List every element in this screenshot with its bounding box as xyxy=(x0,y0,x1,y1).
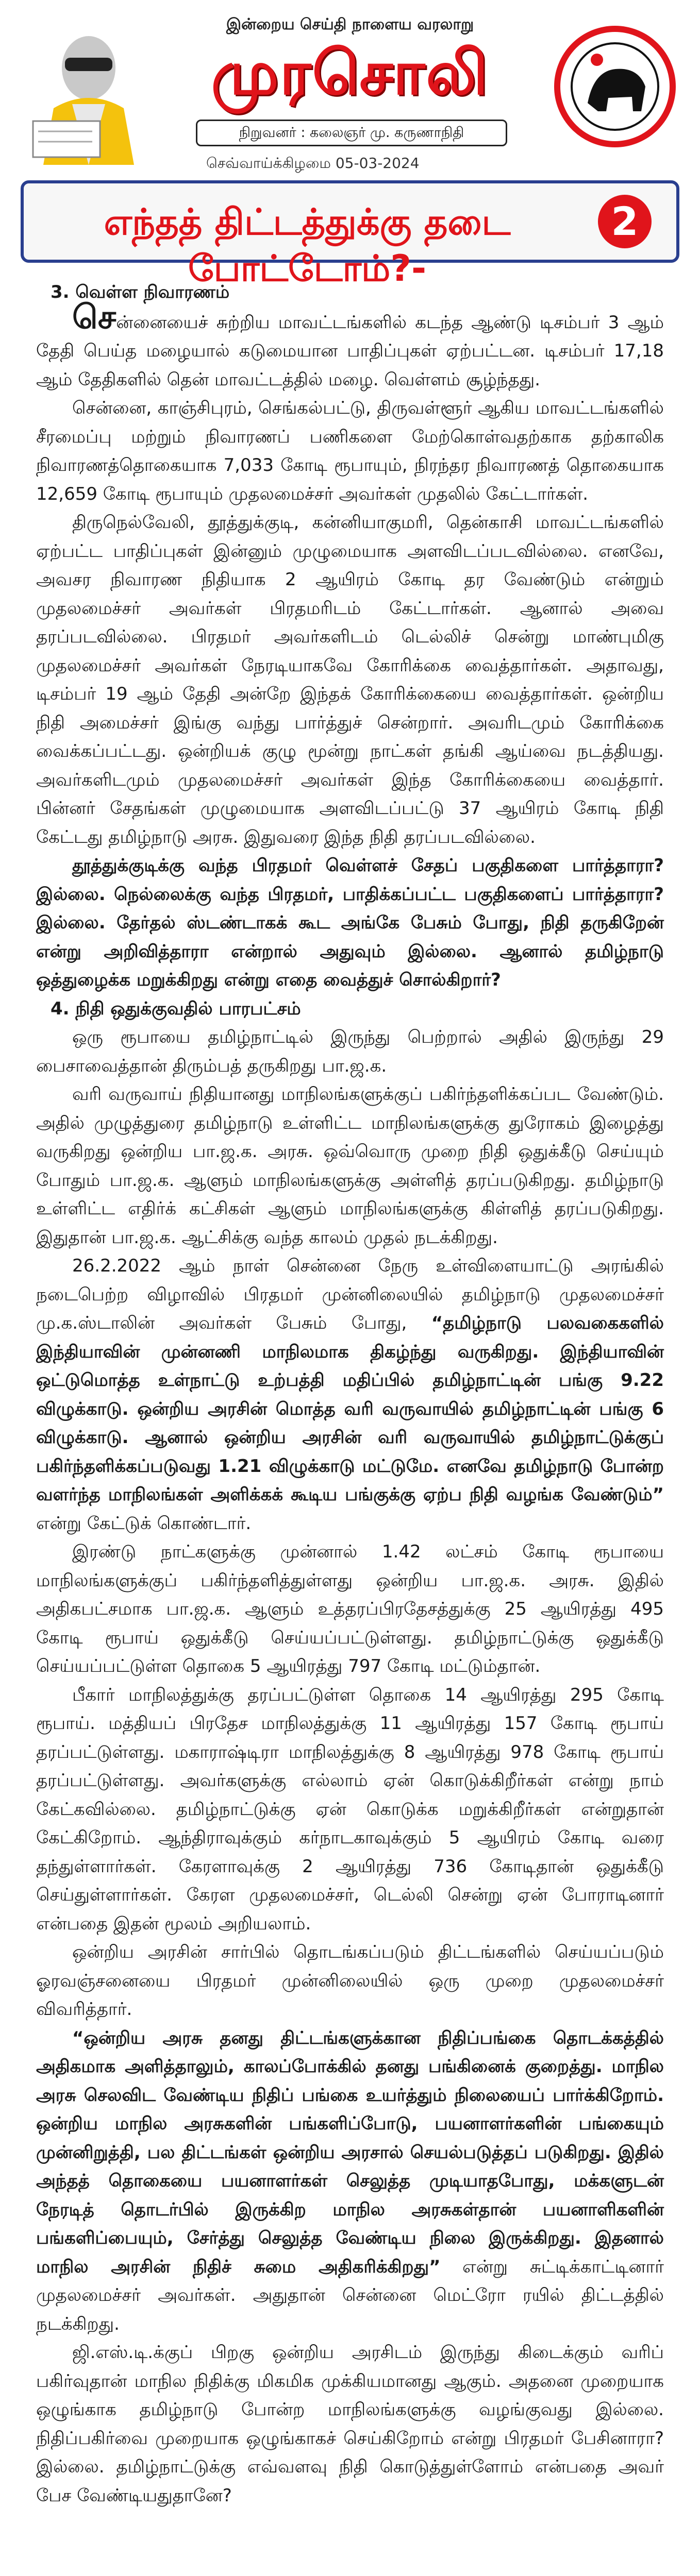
headline-banner xyxy=(21,180,679,290)
issue-date: செவ்வாய்க்கிழமை 05-03-2024 xyxy=(206,155,420,172)
part-number-badge: 2 xyxy=(598,195,652,248)
paragraph xyxy=(36,2024,664,2339)
quote-bold: “தமிழ்நாடு பலவகைகளில் இந்தியாவின் முன்னணி மாநிலமாக திகழ்ந்து வருகிறது. இந்தியாவின் ஒட்டுமொத்த உள்நாட்டு உற்பத்தி மதிப்பில் தமிழ்நாட்டின் பங்கு 9.22 விழுக்காடு. ஒன்றிய அரசின் மொத்த வரி வருவாயில் தமிழ்நாட்டின் பங்கு 6 விழுக்காடு. ஆனால் ஒன்றிய அரசின் வரி வருவாயில் தமிழ்நாட்டுக்குப் பகிர்ந்தளிக்கப்படுவது 1.21 விழுக்காடு மட்டுமே. எனவே தமிழ்நாடு போன்ற வளர்ந்த மாநிலங்கள் அளிக்கக் கூடிய பங்குக்கு ஏற்ப நிதி வழங்க வேண்டும்” xyxy=(36,1313,664,1505)
paragraph: ஒரு ரூபாயை தமிழ்நாட்டில் இருந்து பெற்றால் அதில் இருந்து 29 பைசாவைத்தான் திரும்பத் தருகிறது பா.ஜ.க. xyxy=(36,1027,664,1076)
paragraph-bold-question: தூத்துக்குடிக்கு வந்த பிரதமர் வெள்ளச் சேதப் பகுதிகளை பார்த்தாரா? இல்லை. நெல்லைக்கு வந்த பிரதமர், பாதிக்கப்பட்ட பகுதிகளைப் பார்த்தாரா? இல்லை. தேர்தல் ஸ்டண்டாகக் கூட அங்கே பேசும் போது, நிதி தருகிறேன் என்று அறிவித்தாரா என்றால் அதுவும் இல்லை. ஆனால் தமிழ்நாடு ஒத்துழைக்க மறுக்கிறது என்று எதை வைத்துச் சொல்கிறார்? xyxy=(36,855,664,990)
paragraph: பீகார் மாநிலத்துக்கு தரப்பட்டுள்ள தொகை 14 ஆயிரத்து 295 கோடி ரூபாய். மத்தியப் பிரதேச மாநிலத்துக்கு 11 ஆயிரத்து 157 கோடி ரூபாய் தரப்பட்டுள்ளது. மகாராஷ்டிரா மாநிலத்துக்கு 8 ஆயிரத்து 978 கோடி ரூபாய் தரப்பட்டுள்ளது. அவர்களுக்கு எல்லாம் ஏன் கொடுக்கிறீர்கள் என்று நாம் கேட்கவில்லை. தமிழ்நாட்டுக்கு ஏன் கொடுக்க மறுக்கிறீர்கள் என்றுதான் கேட்கிறோம். ஆந்திராவுக்கும் கர்நாடகாவுக்கும் 5 ஆயிரம் கோடி வரை தந்துள்ளார்கள். கேரளாவுக்கு 2 ஆயிரத்து 736 கோடிதான் ஒதுக்கீடு செய்துள்ளார்கள். கேரள முதலமைச்சர், டெல்லி சென்று ஏன் போராடினார் என்பதை இதன் மூலம் அறியலாம். xyxy=(36,1684,664,1934)
founder-line: நிறுவனர் : கலைஞர் மு. கருணாநிதி xyxy=(196,120,507,146)
section-heading-flood-relief: 3. வெள்ள நிவாரணம் xyxy=(51,282,230,302)
article-body xyxy=(36,278,664,2576)
paragraph: வரி வருவாய் நிதியானது மாநிலங்களுக்குப் பகிர்ந்தளிக்கப்பட வேண்டும். அதில் முழுத்துரை தமிழ்நாடு உள்ளிட்ட மாநிலங்களுக்கு துரோகம் இழைத்து வருகிறது ஒன்றிய பா.ஜ.க. அரசு. ஒவ்வொரு முறை நிதி ஒதுக்கீடு செய்யும் போதும் பா.ஜ.க. ஆளும் மாநிலங்களுக்கு அள்ளித் தரப்படுகிறது. தமிழ்நாடு உள்ளிட்ட எதிர்க் கட்சிகள் ஆளும் மாநிலங்களுக்கு கிள்ளித் தரப்படுகிறது. இதுதான் பா.ஜ.க. ஆட்சிக்கு வந்த காலம் முதல் நடக்கிறது. xyxy=(36,1084,664,1248)
party-emblem xyxy=(551,9,679,164)
headline-title: எந்தத் திட்டத்துக்கு தடை போட்டோம்?- xyxy=(104,201,511,290)
section-heading-fund-allocation: 4. நிதி ஒதுக்குவதில் பாரபட்சம் xyxy=(51,998,301,1019)
paragraph-text: என்று சுட்டிக்காட்டினார் முதலமைச்சர் அவர்கள். அதுதான் சென்னை மெட்ரோ ரயில் திட்டத்தில் நடக்கிறது. xyxy=(36,2256,664,2334)
paragraph: ஒன்றிய அரசின் சார்பில் தொடங்கப்படும் திட்டங்களில் செய்யப்படும் ஓரவஞ்சனையை பிரதமர் முன்னிலையில் ஒரு முறை முதலமைச்சர் விவரித்தார். xyxy=(36,1942,664,2020)
paragraph: சென்னை, காஞ்சிபுரம், செங்கல்பட்டு, திருவள்ளூர் ஆகிய மாவட்டங்களில் சீரமைப்பு மற்றும் நிவாரணப் பணிகளை மேற்கொள்வதற்காக தற்காலிக நிவாரணத்தொகையாக 7,033 கோடி ரூபாயும், நிரந்தர நிவாரணத் தொகையாக 12,659 கோடி ரூபாயும் முதலமைச்சர் அவர்கள் முதலில் கேட்டார்கள். xyxy=(36,398,664,504)
paragraph: திருநெல்வேலி, தூத்துக்குடி, கன்னியாகுமரி, தென்காசி மாவட்டங்களில் ஏற்பட்ட பாதிப்புகள் இன்னும் முழுமையாக அளவிடப்படவில்லை. எனவே, அவசர நிவாரண நிதியாக 2 ஆயிரம் கோடி தர வேண்டும் என்றும் முதலமைச்சர் அவர்கள் பிரதமரிடம் கேட்டார்கள். ஆனால் அவை தரப்படவில்லை. பிரதமர் அவர்களிடம் டெல்லிச் சென்று மாண்புமிகு முதலமைச்சர் அவர்கள் நேரடியாகவே கோரிக்கை வைத்தார்கள். அதாவது, டிசம்பர் 19 ஆம் தேதி அன்றே இந்தக் கோரிக்கையை வைத்தார்கள். ஒன்றிய நிதி அமைச்சர் இங்கு வந்து பார்த்துச் சென்றார். அவரிடமும் கோரிக்கை வைக்கப்பட்டது. ஒன்றியக் குழு மூன்று நாட்கள் தங்கி ஆய்வை நடத்தியது. அவர்களிடமும் முதலமைச்சர் அவர்கள் இந்த கோரிக்கையை வைத்தார். பின்னர் சேதங்கள் முழுமையாக அளவிடப்பட்டு 37 ஆயிரம் கோடி நிதி கேட்டது தமிழ்நாடு அரசு. இதுவரை இந்த நிதி தரப்படவில்லை. xyxy=(36,512,664,848)
quote-bold: “ஒன்றிய அரசு தனது திட்டங்களுக்கான நிதிப்பங்கை தொடக்கத்தில் அதிகமாக அளித்தாலும், காலப்போக்கில் தனது பங்கினைக் குறைத்து. மாநில அரசு செலவிட வேண்டிய நிதிப் பங்கை உயர்த்தும் நிலையைப் பார்க்கிறோம். ஒன்றிய மாநில அரசுகளின் பங்களிப்போடு, பயனாளர்களின் பங்கையும் முன்னிறுத்தி, பல திட்டங்கள் ஒன்றிய அரசால் செயல்படுத்தப் படுகிறது. இதில் அந்தத் தொகையை பயனாளர்கள் செலுத்த முடியாதபோது, மக்களுடன் நேரடித் தொடர்பில் இருக்கிற மாநில அரசுகள்தான் பயனாளிகளின் பங்களிப்பையும், சேர்த்து செலுத்த வேண்டிய நிலை இருக்கிறது. இதனால் மாநில அரசின் நிதிச் சுமை அதிகரிக்கிறது” xyxy=(36,2027,664,2277)
paragraph: ஜி.எஸ்.டி.க்குப் பிறகு ஒன்றிய அரசிடம் இருந்து கிடைக்கும் வரிப் பகிர்வுதான் மாநில நிதிக்கு மிகமிக முக்கியமானது ஆகும். அதனை முறையாக ஒழுங்காக தமிழ்நாடு போன்ற மாநிலங்களுக்கு வழங்குவது இல்லை. நிதிப்பகிர்வை முறையாக ஒழுங்காகச் செய்கிறோம் என்று பிரதமர் பேசினாரா? இல்லை. தமிழ்நாட்டுக்கு எவ்வளவு நிதி கொடுத்துள்ளோம் என்பதை அவர் பேச வேண்டியதுதானே? xyxy=(36,2342,664,2506)
paragraph xyxy=(36,298,664,395)
masthead xyxy=(0,0,700,175)
paragraph-text: 26.2.2022 ஆம் நாள் சென்னை நேரு உள்விளையாட்டு அரங்கில் நடைபெற்ற விழாவில் பிரதமர் முன்னிலையில் தமிழ்நாடு முதலமைச்சர் மு.க.ஸ்டாலின் அவர்கள் பேசும் போது, xyxy=(36,1256,664,1333)
paper-name-logo: முரசொலி xyxy=(211,37,489,108)
paragraph: இரண்டு நாட்களுக்கு முன்னால் 1.42 லட்சம் கோடி ரூபாயை மாநிலங்களுக்குப் பகிர்ந்தளித்துள்ளது ஒன்றிய பா.ஜ.க. அரசு. இதில் அதிகபட்சமாக பா.ஜ.க. ஆளும் உத்தரப்பிரதேசத்துக்கு 25 ஆயிரத்து 495 கோடி ரூபாய் ஒதுக்கீடு செய்யப்பட்டுள்ளது. தமிழ்நாட்டுக்கு ஒதுக்கீடு செய்யப்பட்டுள்ள தொகை 5 ஆயிரத்து 797 கோடி மட்டும்தான். xyxy=(36,1541,664,1676)
tagline: இன்றைய செய்தி நாளைய வரலாறு xyxy=(226,15,474,33)
paragraph xyxy=(36,1252,664,1538)
paragraph-text: என்று கேட்டுக் கொண்டார். xyxy=(36,1513,252,1534)
drop-cap: செ xyxy=(72,298,116,336)
paragraph-text: ன்னையைச் சுற்றிய மாவட்டங்களில் கடந்த ஆண்டு டிசம்பர் 3 ஆம் தேதி பெய்த மழையால் கடுமையான பாதிப்புகள் ஏற்பட்டன. டிசம்பர் 17,18 ஆம் தேதிகளில் தென் மாவட்டத்தில் மழை. வெள்ளம் சூழ்ந்தது. xyxy=(36,312,664,390)
